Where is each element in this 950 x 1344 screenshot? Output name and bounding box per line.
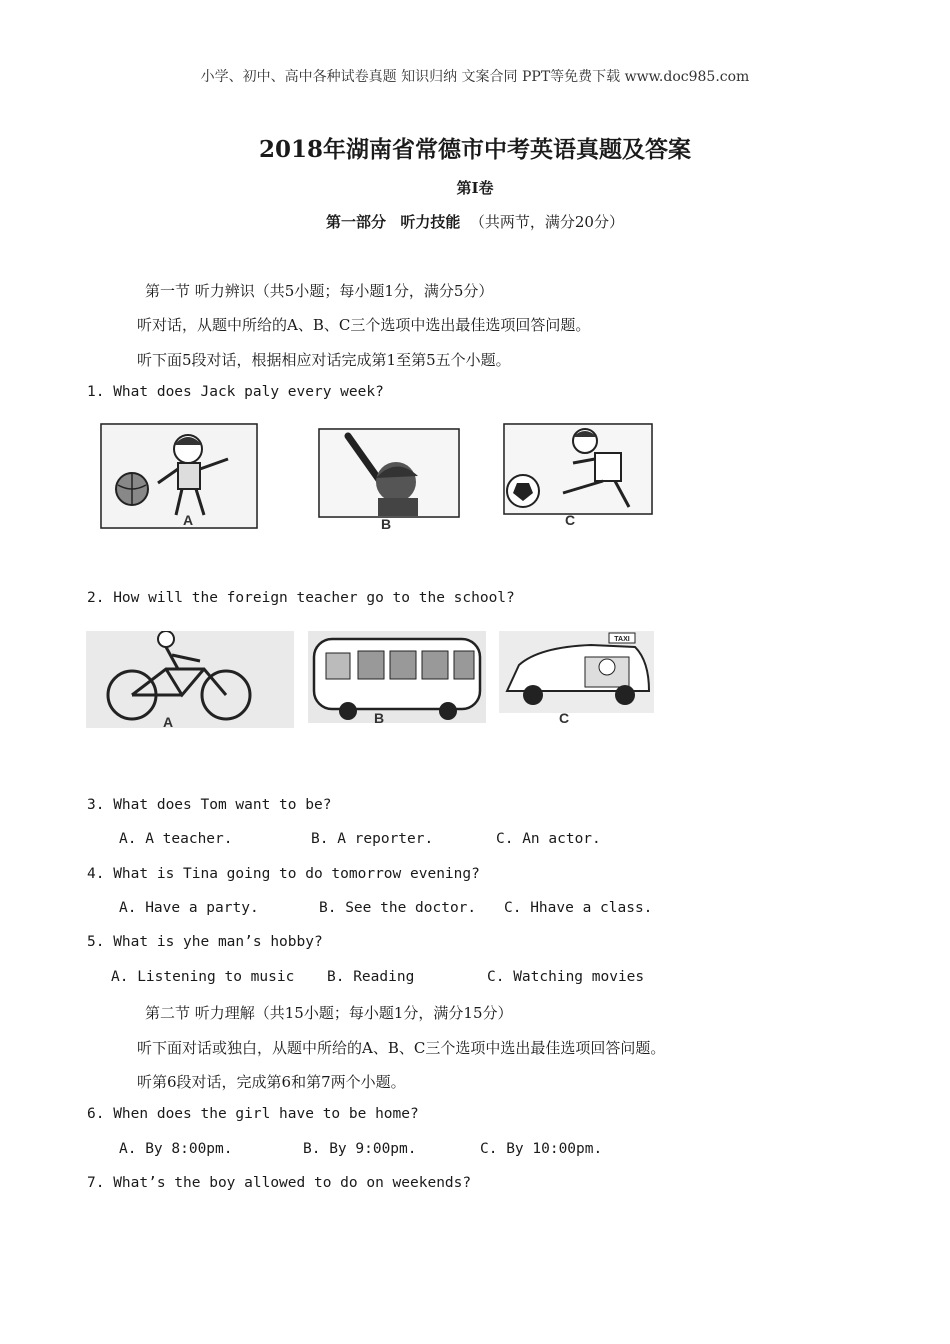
taxi-sign: TAXI [614, 636, 630, 643]
bus-icon [308, 631, 486, 723]
question-7: 7. What’s the boy allowed to do on weekends? [87, 1175, 472, 1191]
q1-option-a-picture [100, 423, 258, 529]
q5-option-b: B. Reading [327, 969, 415, 985]
section1-heading: 第一节 听力辨识（共5小题；每小题1分，满分5分） [145, 282, 494, 300]
question-4: 4. What is Tina going to do tomorrow evening? [87, 866, 480, 882]
part-name: 第一部分 [326, 213, 387, 231]
q2-label-c: C [559, 710, 570, 726]
q5-option-c: C. Watching movies [487, 969, 645, 985]
q2-label-b: B [374, 710, 385, 726]
q3-option-a: A. A teacher. [119, 831, 233, 847]
q2-option-c-picture [499, 631, 654, 713]
section2-heading: 第二节 听力理解（共15小题；每小题1分，满分15分） [145, 1004, 513, 1022]
q6-option-c: C. By 10:00pm. [480, 1141, 603, 1157]
q4-option-a: A. Have a party. [119, 900, 259, 916]
q2-option-a-picture [86, 631, 294, 728]
question-5: 5. What is yhe man’s hobby? [87, 934, 323, 950]
site-header: 小学、初中、高中各种试卷真题 知识归纳 文案合同 PPT等免费下载 www.doc985.com [200, 69, 750, 85]
taxi-icon [499, 631, 654, 713]
q1-label-a: A [183, 512, 194, 528]
q1-label-c: C [565, 512, 576, 528]
q2-label-a: A [163, 714, 174, 730]
q3-option-c: C. An actor. [496, 831, 601, 847]
q1-option-c-picture [503, 423, 653, 515]
q3-option-b: B. A reporter. [311, 831, 434, 847]
question-2: 2. How will the foreign teacher go to the school? [87, 590, 515, 606]
part-heading [0, 211, 950, 232]
page-title: 2018年湖南省常德市中考英语真题及答案 [258, 136, 691, 163]
section1-instruction-1: 听对话，从题中所给的A、B、C三个选项中选出最佳选项回答问题。 [137, 316, 591, 334]
bicycle-icon [86, 631, 294, 728]
baseball-player-icon [318, 428, 460, 518]
basketball-player-icon [100, 423, 258, 529]
q1-label-b: B [381, 516, 392, 532]
question-1: 1. What does Jack paly every week? [87, 384, 384, 400]
q6-option-b: B. By 9:00pm. [303, 1141, 417, 1157]
section2-instruction-1: 听下面对话或独白，从题中所给的A、B、C三个选项中选出最佳选项回答问题。 [137, 1039, 666, 1057]
volume-label: 第I卷 [456, 179, 494, 197]
q5-option-a: A. Listening to music [111, 969, 295, 985]
section2-instruction-2: 听第6段对话，完成第6和第7两个小题。 [137, 1073, 406, 1091]
q4-option-b: B. See the doctor. [319, 900, 477, 916]
part-note: （共两节，满分20分） [469, 213, 624, 231]
q6-option-a: A. By 8:00pm. [119, 1141, 233, 1157]
q4-option-c: C. Hhave a class. [504, 900, 653, 916]
q2-option-b-picture [308, 631, 486, 723]
q1-option-b-picture [318, 428, 460, 518]
question-3: 3. What does Tom want to be? [87, 797, 332, 813]
question-6: 6. When does the girl have to be home? [87, 1106, 419, 1122]
part-skill: 听力技能 [400, 213, 461, 231]
soccer-player-icon [503, 423, 653, 515]
section1-instruction-2: 听下面5段对话，根据相应对话完成第1至第5五个小题。 [137, 351, 511, 369]
